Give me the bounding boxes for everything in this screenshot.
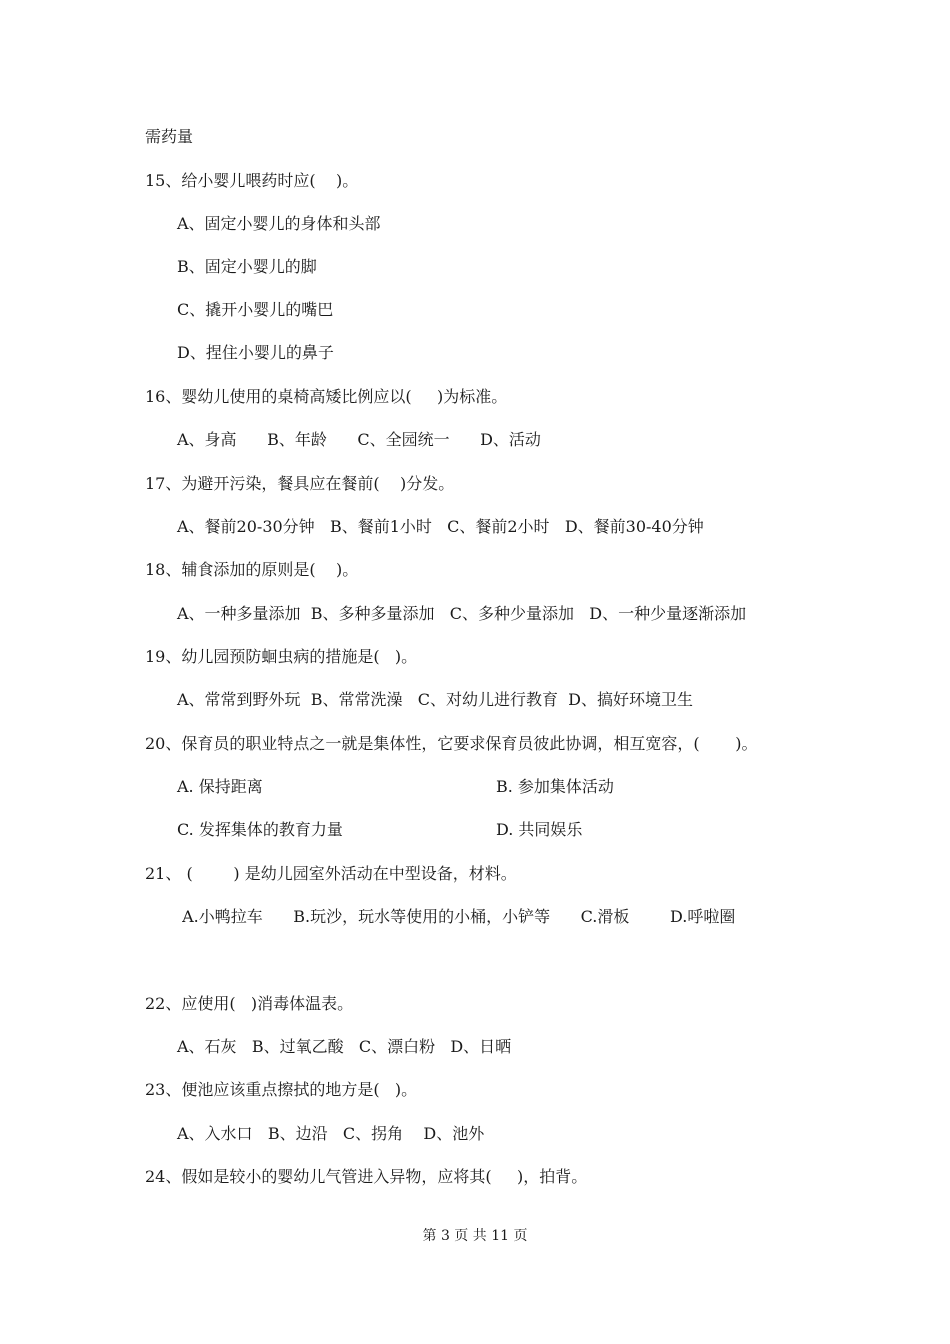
- question-18-options: A、一种多量添加 B、多种多量添加 C、多种少量添加 D、一种少量逐渐添加: [177, 604, 747, 623]
- question-15-option-c: C、撬开小婴儿的嘴巴: [177, 300, 334, 319]
- question-15-option-a: A、固定小婴儿的身体和头部: [177, 214, 381, 233]
- question-23-options: A、入水口 B、边沿 C、拐角 D、池外: [177, 1124, 485, 1143]
- question-20-stem: 20、保育员的职业特点之一就是集体性，它要求保育员彼此协调，相互宽容，( )。: [145, 734, 758, 753]
- question-15-stem: 15、给小婴儿喂药时应( )。: [145, 171, 359, 190]
- question-22-stem: 22、应使用( )消毒体温表。: [145, 994, 354, 1013]
- continuation-text: 需药量: [145, 127, 194, 146]
- question-16-options: A、身高 B、年龄 C、全园统一 D、活动: [177, 430, 541, 449]
- question-15-option-d: D、捏住小婴儿的鼻子: [177, 343, 334, 362]
- question-20-option-b: B. 参加集体活动: [496, 777, 614, 796]
- question-22-options: A、石灰 B、过氧乙酸 C、漂白粉 D、日晒: [177, 1037, 512, 1056]
- question-20-option-d: D. 共同娱乐: [496, 820, 583, 839]
- question-20-option-c: C. 发挥集体的教育力量: [177, 820, 343, 839]
- question-17-options: A、餐前20-30分钟 B、餐前1小时 C、餐前2小时 D、餐前30-40分钟: [177, 517, 704, 536]
- question-18-stem: 18、辅食添加的原则是( )。: [145, 560, 359, 579]
- question-19-stem: 19、幼儿园预防蛔虫病的措施是( )。: [145, 647, 418, 666]
- question-15-option-b: B、固定小婴儿的脚: [177, 257, 317, 276]
- page-footer: 第 3 页 共 11 页: [422, 1228, 528, 1244]
- question-23-stem: 23、便池应该重点擦拭的地方是( )。: [145, 1080, 418, 1099]
- question-21-options: A.小鸭拉车 B.玩沙，玩水等使用的小桶，小铲等 C.滑板 D.呼啦圈: [177, 907, 736, 926]
- question-20-option-a: A. 保持距离: [177, 777, 263, 796]
- question-21-stem: 21、 ( ) 是幼儿园室外活动在中型设备，材料。: [145, 864, 517, 883]
- question-16-stem: 16、婴幼儿使用的桌椅高矮比例应以( )为标准。: [145, 387, 508, 406]
- question-19-options: A、常常到野外玩 B、常常洗澡 C、对幼儿进行教育 D、搞好环境卫生: [177, 690, 693, 709]
- question-17-stem: 17、为避开污染，餐具应在餐前( )分发。: [145, 474, 455, 493]
- question-24-stem: 24、假如是较小的婴幼儿气管进入异物，应将其( )，拍背。: [145, 1167, 588, 1186]
